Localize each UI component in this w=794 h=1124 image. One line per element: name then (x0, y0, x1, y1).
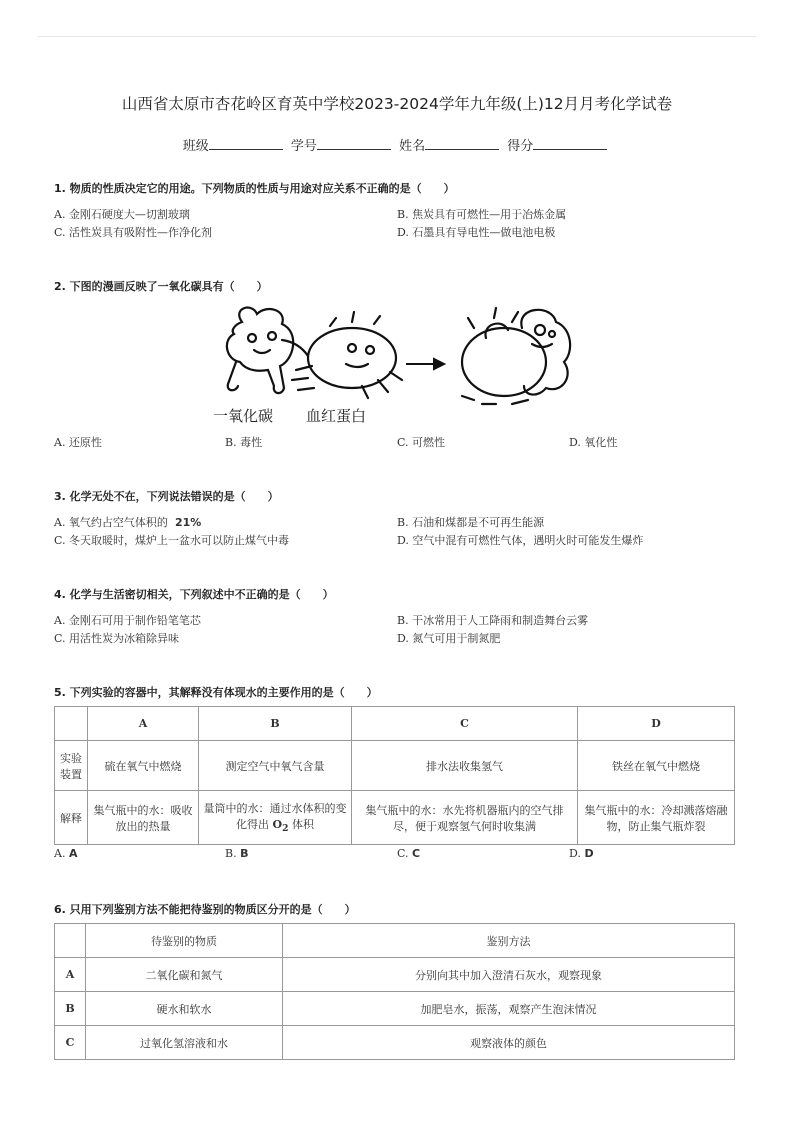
score-blank[interactable] (533, 137, 607, 150)
question-3-stem: 3. 化学无处不在，下列说法错误的是（ ） (54, 490, 279, 503)
q3-percent: 21% (174, 516, 202, 529)
student-info-line (0, 135, 794, 154)
cartoon-label-co: 一氧化碳 (213, 407, 274, 425)
q6-row-a (55, 958, 735, 992)
page-title: 山西省太原市杏花岭区育英中学校2023-2024学年九年级(上)12月月考化学试卷 (121, 95, 673, 113)
q4-option-d: D. 氮气可用于制氮肥 (397, 632, 501, 645)
q5-cell-b-suffix: 体积 (288, 818, 314, 832)
q6-table (54, 923, 735, 1060)
id-label: 学号 (290, 139, 317, 154)
q1-option-a: A. 金刚石硬度大—切割玻璃 (54, 208, 190, 221)
question-4-stem: 4. 化学与生活密切相关，下列叙述中不正确的是（ ） (54, 588, 334, 601)
q5-header-b: B (199, 707, 352, 741)
q5-cell (199, 791, 352, 845)
q4-option-a: A. 金刚石可用于制作铅笔笔芯 (54, 614, 201, 627)
q4-option-c: C. 用活性炭为冰箱除异味 (54, 632, 180, 645)
q2-option-b: B. 毒性 (225, 436, 263, 449)
name-label: 姓名 (399, 139, 426, 154)
q6-row-label: B (55, 992, 86, 1026)
q3-option-a-text: A. 氧气约占空气体积的 (54, 516, 168, 529)
q5-option-d-letter: D. (569, 847, 581, 860)
q6-cell: 硬水和软水 (86, 992, 283, 1026)
q5-header-cell (55, 707, 88, 741)
q6-row-b (55, 992, 735, 1026)
o2-symbol: O (272, 818, 283, 832)
q5-cell: 铁丝在氧气中燃烧 (578, 741, 735, 791)
q5-option-c (397, 847, 420, 860)
q5-cell: 集气瓶中的水：吸收放出的热量 (88, 791, 199, 845)
question-5-stem: 5. 下列实验的容器中，其解释没有体现水的主要作用的是（ ） (54, 686, 378, 699)
q1-option-c: C. 活性炭具有吸附性—作净化剂 (54, 226, 213, 239)
q6-row-c (55, 1026, 735, 1060)
q5-cell: 硫在氧气中燃烧 (88, 741, 199, 791)
q5-row-label: 解释 (55, 791, 88, 845)
q6-header-method: 鉴别方法 (283, 924, 735, 958)
q5-option-c-value: C (412, 847, 421, 860)
class-blank[interactable] (209, 137, 283, 150)
q5-option-a (54, 847, 77, 860)
q5-option-d (569, 847, 594, 860)
q6-header-row (55, 924, 735, 958)
q4-option-b: B. 干冰常用于人工降雨和制造舞台云雾 (397, 614, 589, 627)
q5-cell-b-text: 量筒中的水：通过水体积的变化得出 (203, 802, 347, 832)
q3-option-c: C. 冬天取暖时，煤炉上一盆水可以防止煤气中毒 (54, 534, 290, 547)
cartoon-illustration (212, 300, 582, 415)
q5-option-b-value: B (240, 847, 249, 860)
q3-option-d: D. 空气中混有可燃性气体，遇明火时可能发生爆炸 (397, 534, 644, 547)
o2-formula (272, 818, 289, 835)
q5-header-c: C (352, 707, 578, 741)
q2-option-d: D. 氧化性 (569, 436, 618, 449)
q5-option-c-letter: C. (397, 847, 409, 860)
q5-cell: 测定空气中氧气含量 (199, 741, 352, 791)
q6-cell: 二氧化碳和氮气 (86, 958, 283, 992)
q5-table (54, 706, 735, 845)
top-divider (38, 36, 756, 37)
question-1-stem: 1. 物质的性质决定它的用途。下列物质的性质与用途对应关系不正确的是（ ） (54, 182, 455, 195)
q6-cell: 过氧化氢溶液和水 (86, 1026, 283, 1060)
cartoon-label-hemoglobin: 血红蛋白 (306, 407, 367, 425)
class-label: 班级 (182, 139, 209, 154)
q2-option-c: C. 可燃性 (397, 436, 446, 449)
question-6-stem: 6. 只用下列鉴别方法不能把待鉴别的物质区分开的是（ ） (54, 903, 356, 916)
q5-header-row (55, 707, 735, 741)
q5-option-a-letter: A. (54, 847, 66, 860)
q5-option-d-value: D (584, 847, 594, 860)
q6-cell: 加肥皂水，振荡，观察产生泡沫情况 (283, 992, 735, 1026)
q6-header-substance: 待鉴别的物质 (86, 924, 283, 958)
q5-option-b (225, 847, 248, 860)
q1-option-d: D. 石墨具有导电性—做电池电极 (397, 226, 556, 239)
q3-option-a (54, 514, 201, 530)
q6-row-label: A (55, 958, 86, 992)
name-blank[interactable] (425, 137, 499, 150)
q6-cell: 分别向其中加入澄清石灰水，观察现象 (283, 958, 735, 992)
q5-header-d: D (578, 707, 735, 741)
q5-option-a-value: A (68, 847, 78, 860)
q3-option-b: B. 石油和煤都是不可再生能源 (397, 516, 545, 529)
id-blank[interactable] (317, 137, 391, 150)
question-2-stem: 2. 下图的漫画反映了一氧化碳具有（ ） (54, 280, 268, 293)
o2-subscript: 2 (282, 823, 289, 835)
q5-cell: 集气瓶中的水：冷却溅落熔融物，防止集气瓶炸裂 (578, 791, 735, 845)
q5-row-explanation (55, 791, 735, 845)
q2-option-a: A. 还原性 (54, 436, 102, 449)
q6-header-cell (55, 924, 86, 958)
q5-header-a: A (88, 707, 199, 741)
score-label: 得分 (507, 139, 534, 154)
q6-row-label: C (55, 1026, 86, 1060)
q5-cell: 排水法收集氢气 (352, 741, 578, 791)
q5-cell: 集气瓶中的水：水先将机器瓶内的空气排尽，便于观察氢气何时收集满 (352, 791, 578, 845)
q5-option-b-letter: B. (225, 847, 237, 860)
q1-option-b: B. 焦炭具有可燃性—用于冶炼金属 (397, 208, 567, 221)
q6-cell: 观察液体的颜色 (283, 1026, 735, 1060)
q5-row-label: 实验装置 (55, 741, 88, 791)
q5-row-apparatus (55, 741, 735, 791)
